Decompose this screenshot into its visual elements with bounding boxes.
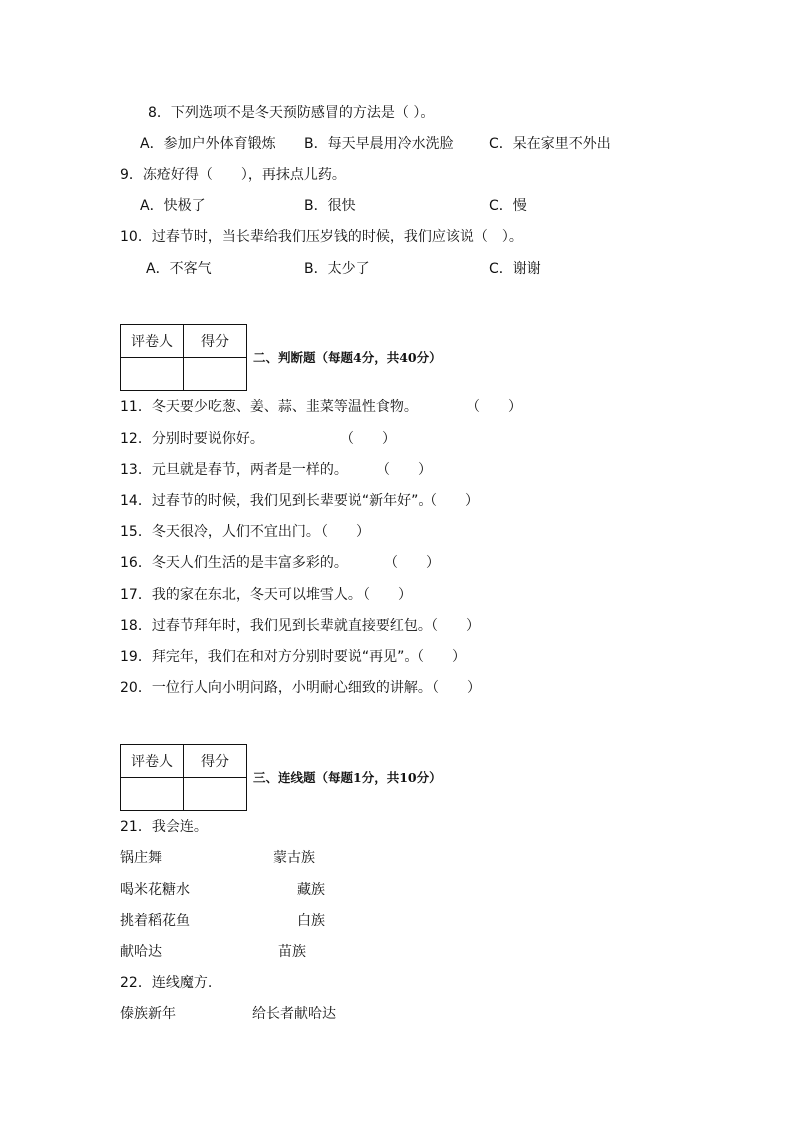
section-title-judge: 二、判断题（每题4分，共40分） (253, 350, 442, 365)
judge-item-15: 15．冬天很冷，人们不宜出门。 (120, 524, 320, 540)
question-8-option-c: C．呆在家里不外出 (489, 136, 611, 152)
match-right-item: 苗族 (278, 944, 306, 960)
match-left-item: 傣族新年 (120, 1006, 176, 1022)
question-22-title: 22．连线魔方. (120, 975, 213, 991)
judge-item-19: 19．拜完年，我们在和对方分别时要说“再见”。 (120, 649, 419, 665)
judge-item-17: 17．我的家在东北，冬天可以堆雪人。 (120, 587, 362, 603)
question-21-title: 21．我会连。 (120, 819, 208, 835)
match-left-item: 锅庄舞 (120, 850, 162, 866)
score-box-section-3 (120, 744, 247, 811)
score-cell (184, 358, 247, 391)
judge-item-14-blank: （ ） (423, 493, 479, 509)
match-left-item: 献哈达 (120, 944, 162, 960)
grader-cell (121, 358, 184, 391)
section-title-match: 三、连线题（每题1分，共10分） (253, 770, 442, 785)
question-8-stem: 8．下列选项不是冬天预防感冒的方法是（ ）。 (148, 105, 435, 121)
match-left-item: 挑着稻花鱼 (120, 913, 190, 929)
grader-cell (121, 778, 184, 811)
judge-item-11-blank: （ ） (466, 399, 522, 415)
grader-label: 评卷人 (121, 745, 184, 778)
score-label: 得分 (184, 745, 247, 778)
question-9-option-c: C．慢 (489, 198, 527, 214)
judge-item-13-blank: （ ） (376, 462, 432, 478)
judge-item-11: 11．冬天要少吃葱、姜、蒜、韭菜等温性食物。 (120, 399, 418, 415)
judge-item-18-blank: （ ） (424, 618, 480, 634)
judge-item-20-blank: （ ） (425, 680, 481, 696)
judge-item-14: 14．过春节的时候，我们见到长辈要说“新年好”。 (120, 493, 433, 509)
judge-item-12-blank: （ ） (340, 431, 396, 447)
question-10-stem: 10．过春节时，当长辈给我们压岁钱的时候，我们应该说（ ）。 (120, 229, 523, 245)
match-right-item: 给长者献哈达 (252, 1006, 336, 1022)
judge-item-20: 20．一位行人向小明问路，小明耐心细致的讲解。 (120, 680, 432, 696)
judge-item-13: 13．元旦就是春节，两者是一样的。 (120, 462, 348, 478)
question-8-option-a: A．参加户外体育锻炼 (140, 136, 276, 152)
question-10-option-c: C．谢谢 (489, 261, 541, 277)
judge-item-16: 16．冬天人们生活的是丰富多彩的。 (120, 555, 348, 571)
match-right-item: 蒙古族 (273, 850, 315, 866)
question-10-option-b: B．太少了 (304, 261, 370, 277)
question-10-option-a: A．不客气 (146, 261, 212, 277)
score-box-section-2 (120, 324, 247, 391)
judge-item-16-blank: （ ） (384, 555, 440, 571)
score-label: 得分 (184, 325, 247, 358)
score-cell (184, 778, 247, 811)
grader-label: 评卷人 (121, 325, 184, 358)
judge-item-17-blank: （ ） (356, 587, 412, 603)
question-9-stem: 9．冻疮好得（ ），再抹点儿药。 (120, 167, 346, 183)
match-right-item: 藏族 (297, 882, 325, 898)
judge-item-15-blank: （ ） (314, 524, 370, 540)
match-left-item: 喝米花糖水 (120, 882, 190, 898)
judge-item-18: 18．过春节拜年时，我们见到长辈就直接要红包。 (120, 618, 432, 634)
question-9-option-a: A．快极了 (140, 198, 206, 214)
judge-item-19-blank: （ ） (410, 649, 466, 665)
question-9-option-b: B．很快 (304, 198, 356, 214)
judge-item-12: 12．分别时要说你好。 (120, 431, 264, 447)
question-8-option-b: B．每天早晨用冷水洗脸 (304, 136, 454, 152)
match-right-item: 白族 (297, 913, 325, 929)
